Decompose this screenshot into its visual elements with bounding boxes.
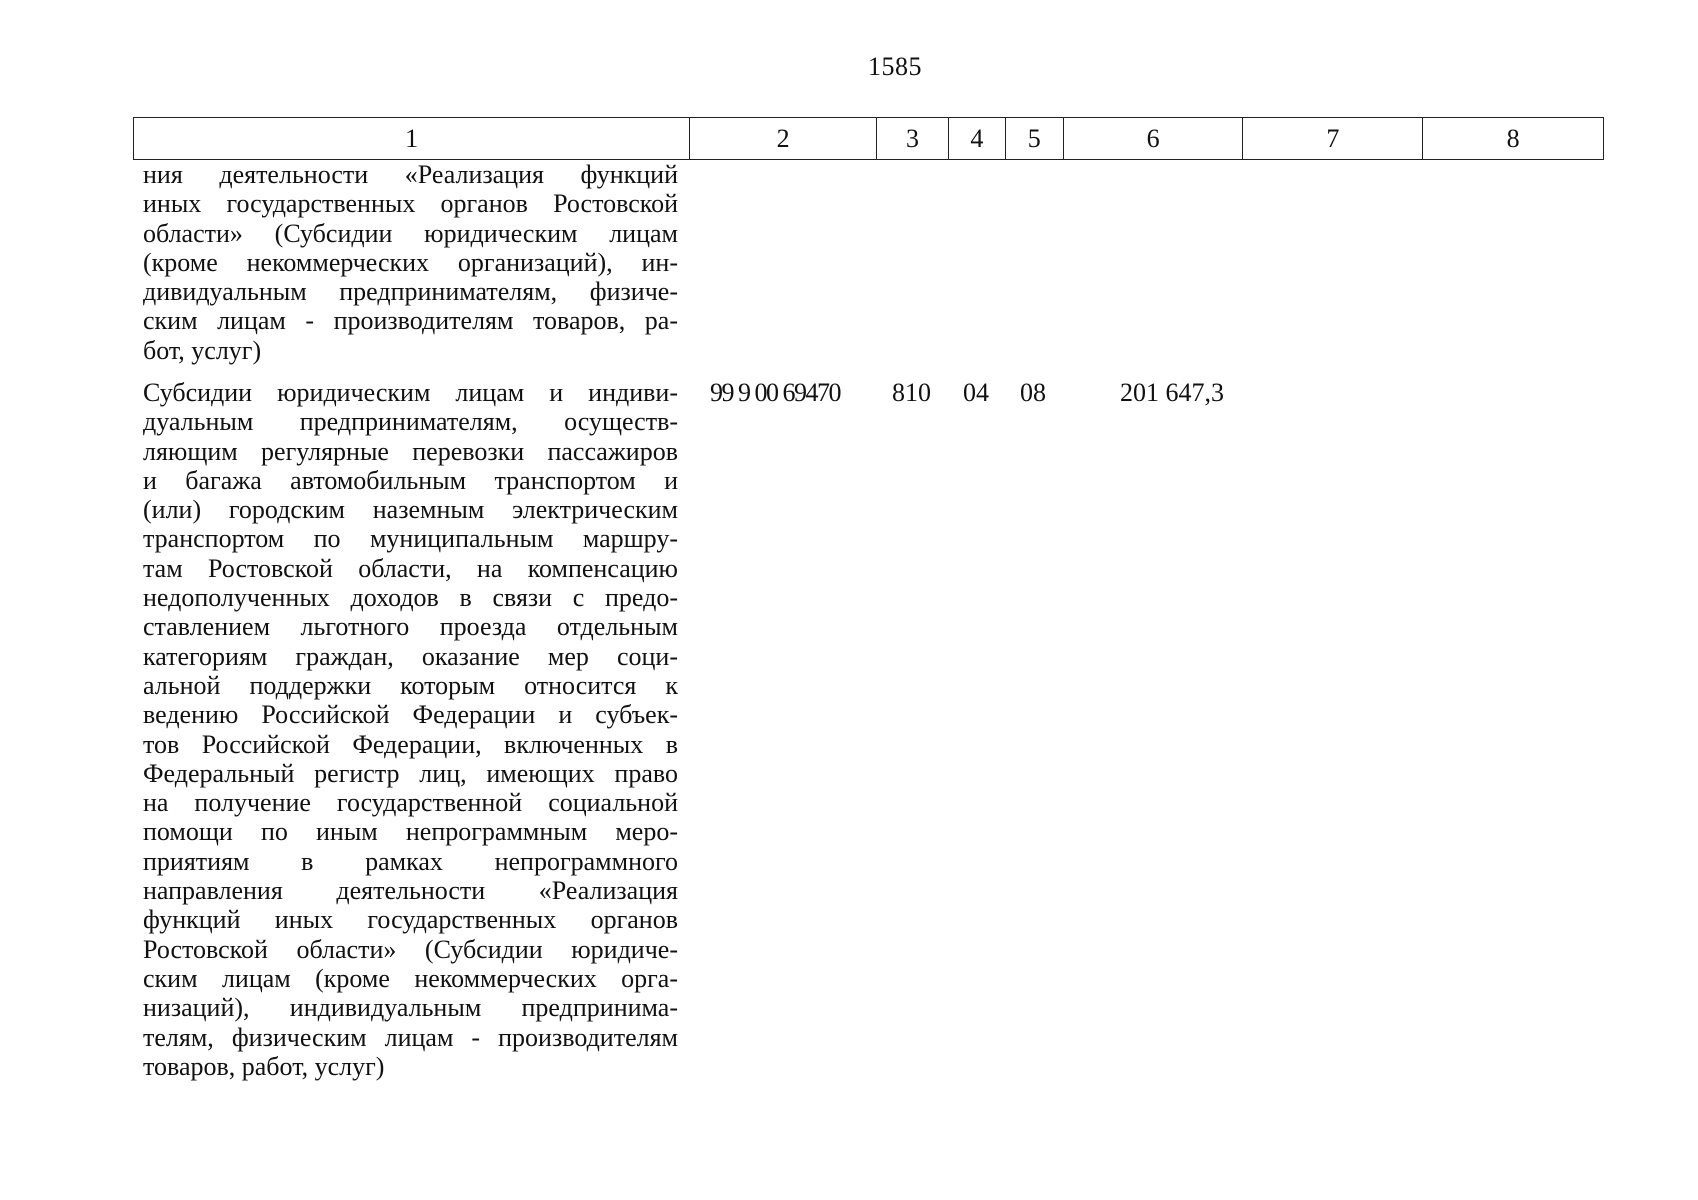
- row-2-expense-type: 810: [892, 378, 931, 407]
- column-header-6: 6: [1064, 118, 1244, 159]
- row-2-line: направления деятельности «Реализация: [143, 876, 678, 906]
- row-2-line: товаров, работ, услуг): [143, 1051, 385, 1081]
- row-1-line: дивидуальным предпринимателям, физиче-: [143, 277, 678, 307]
- row-1-line: ским лицам - производителям товаров, ра-: [143, 306, 678, 336]
- row-2-line: недополученных доходов в связи с предо-: [143, 583, 678, 613]
- row-1-line: ния деятельности «Реализация функций: [143, 160, 678, 189]
- row-2-line: Ростовской области» (Субсидии юридиче-: [143, 934, 678, 964]
- row-2-line: приятиям в рамках непрограммного: [143, 846, 678, 876]
- column-header-3: 3: [877, 118, 949, 159]
- row-2-line: ставлением льготного проезда отдельным: [143, 612, 678, 642]
- row-2-line: (или) городским наземным электрическим: [143, 495, 678, 525]
- row-2-amount: 201 647,3: [1120, 378, 1224, 407]
- row-1-line: области» (Субсидии юридическим лицам: [143, 218, 678, 248]
- row-1-description: [143, 160, 678, 365]
- row-2-line: Субсидии юридическим лицам и индиви-: [143, 378, 678, 407]
- row-2-line: функций иных государственных органов: [143, 905, 678, 935]
- row-2-line: телям, физическим лицам - производителям: [143, 1022, 678, 1052]
- column-header-7: 7: [1243, 118, 1423, 159]
- row-2-line: дуальным предпринимателям, осуществ-: [143, 407, 678, 437]
- row-2-description: [143, 378, 678, 1081]
- column-header-8: 8: [1506, 123, 1520, 153]
- column-header-5: 5: [1006, 118, 1064, 159]
- row-2-line: ведению Российской Федерации и субъек-: [143, 700, 678, 730]
- row-2-target-code: 99 9 00 69470: [710, 378, 840, 407]
- row-2-line: низаций), индивидуальным предпринима-: [143, 993, 678, 1023]
- row-1-line: бот, услуг): [143, 335, 262, 365]
- row-2-line: альной поддержки которым относится к: [143, 670, 678, 700]
- row-2-line: Федеральный регистр лиц, имеющих право: [143, 758, 678, 788]
- row-1-line: иных государственных органов Ростовской: [143, 189, 678, 219]
- row-2-line: транспортом по муниципальным маршру-: [143, 524, 678, 554]
- row-2-line: ским лицам (кроме некоммерческих орга-: [143, 963, 678, 993]
- page-number: 1585: [868, 52, 922, 81]
- column-header-2: 2: [690, 118, 877, 159]
- row-2-line: помощи по иным непрограммным меро-: [143, 817, 678, 847]
- row-2-section: 04: [963, 378, 989, 407]
- column-header-1: 1: [134, 118, 690, 159]
- row-2-line: и багажа автомобильным транспортом и: [143, 465, 678, 495]
- table-header-row: [133, 117, 1604, 160]
- row-2-line: на получение государственной социальной: [143, 788, 678, 818]
- column-header-4: 4: [949, 118, 1006, 159]
- row-2-line: тов Российской Федерации, включенных в: [143, 729, 678, 759]
- row-2-line: ляющим регулярные перевозки пассажиров: [143, 436, 678, 466]
- row-2-subsection: 08: [1020, 378, 1046, 407]
- row-2-line: категориям граждан, оказание мер соци-: [143, 641, 678, 671]
- row-1-line: (кроме некоммерческих организаций), ин-: [143, 247, 678, 277]
- row-2-line: там Ростовской области, на компенсацию: [143, 553, 678, 583]
